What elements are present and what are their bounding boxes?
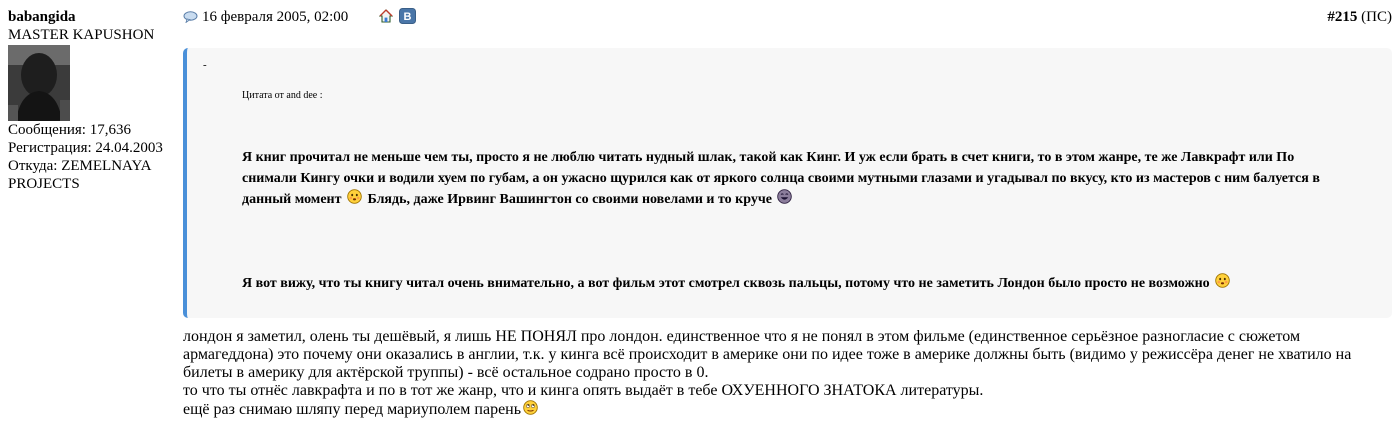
- quote-text-2: Я вот вижу, что ты книгу читал очень внимательно, а вот фильм этот смотрел сквозь пальцы, потому что не заметить Лондон было просто не возможно: [242, 273, 1332, 295]
- quote-dash: -: [203, 59, 207, 71]
- post-body-line: лондон я заметил, олень ты дешёвый, я лишь НЕ ПОНЯЛ про лондон. единственное что я не понял в этом фильме (единственное серьёзное разногласие с сюжетом армагеддона) это почему они оказались в англии, т.к. у кинга всё происходит в америке они по идее тоже в америке должны быть (видимо у режиссёра денег не хватило на билеты в америку для актёрской труппы) - всё остальное содрано просто в 0.: [183, 328, 1352, 381]
- laughing-smiley-icon: [777, 189, 792, 211]
- post-body-line: ещё раз снимаю шляпу перед мариуполем парень: [183, 400, 1392, 420]
- quote-cite: Цитата от and dee :: [242, 90, 323, 101]
- home-icon[interactable]: [379, 9, 393, 28]
- rolling-eyes-smiley-icon: [523, 400, 538, 420]
- quote-text: Я книг прочитал не меньше чем ты, просто я не люблю читать нудный шлак, такой как Кинг. И уж если брать в счет книги, то в этом жанре, те же Лавкрафт или По снимали Кингу очки и водили хуем по губам, а он ужасно щурился как от яркого солнца своими мутными глазами и угадывал по вкусу, кто из мастеров с ним балуется в данный момент Блядь, даже Ирвинг Вашингтон со своими новелами и то круче: [242, 147, 1332, 211]
- post-date: 16 февраля 2005, 02:00: [202, 9, 349, 25]
- blush-smiley-icon: [1215, 273, 1230, 295]
- avatar: [8, 45, 70, 121]
- quote-block: [183, 48, 1392, 318]
- post-body-line: то что ты отнёс лавкрафта и по в тот же жанр, что и кинга опять выдаёт в тебе ОХУЕННОГО ЗНАТОКА литературы.: [183, 382, 984, 399]
- post: [183, 8, 1392, 418]
- post-body: [183, 328, 1392, 420]
- user-registered: Регистрация: 24.04.2003: [8, 140, 163, 156]
- speech-bubble-icon: [183, 11, 198, 28]
- post-header: [183, 8, 1392, 30]
- vk-icon[interactable]: [399, 8, 416, 29]
- user-messages: Сообщения: 17,636: [8, 122, 131, 138]
- blush-smiley-icon: [347, 189, 362, 211]
- user-location: Откуда: ZEMELNAYA PROJECTS: [8, 158, 151, 192]
- username[interactable]: babangida: [8, 9, 76, 25]
- user-rank: MASTER KAPUSHON: [8, 27, 155, 43]
- svg-text:В: В: [403, 11, 412, 23]
- user-sidebar: [8, 8, 178, 193]
- post-number[interactable]: #215 (ПС): [1327, 9, 1392, 25]
